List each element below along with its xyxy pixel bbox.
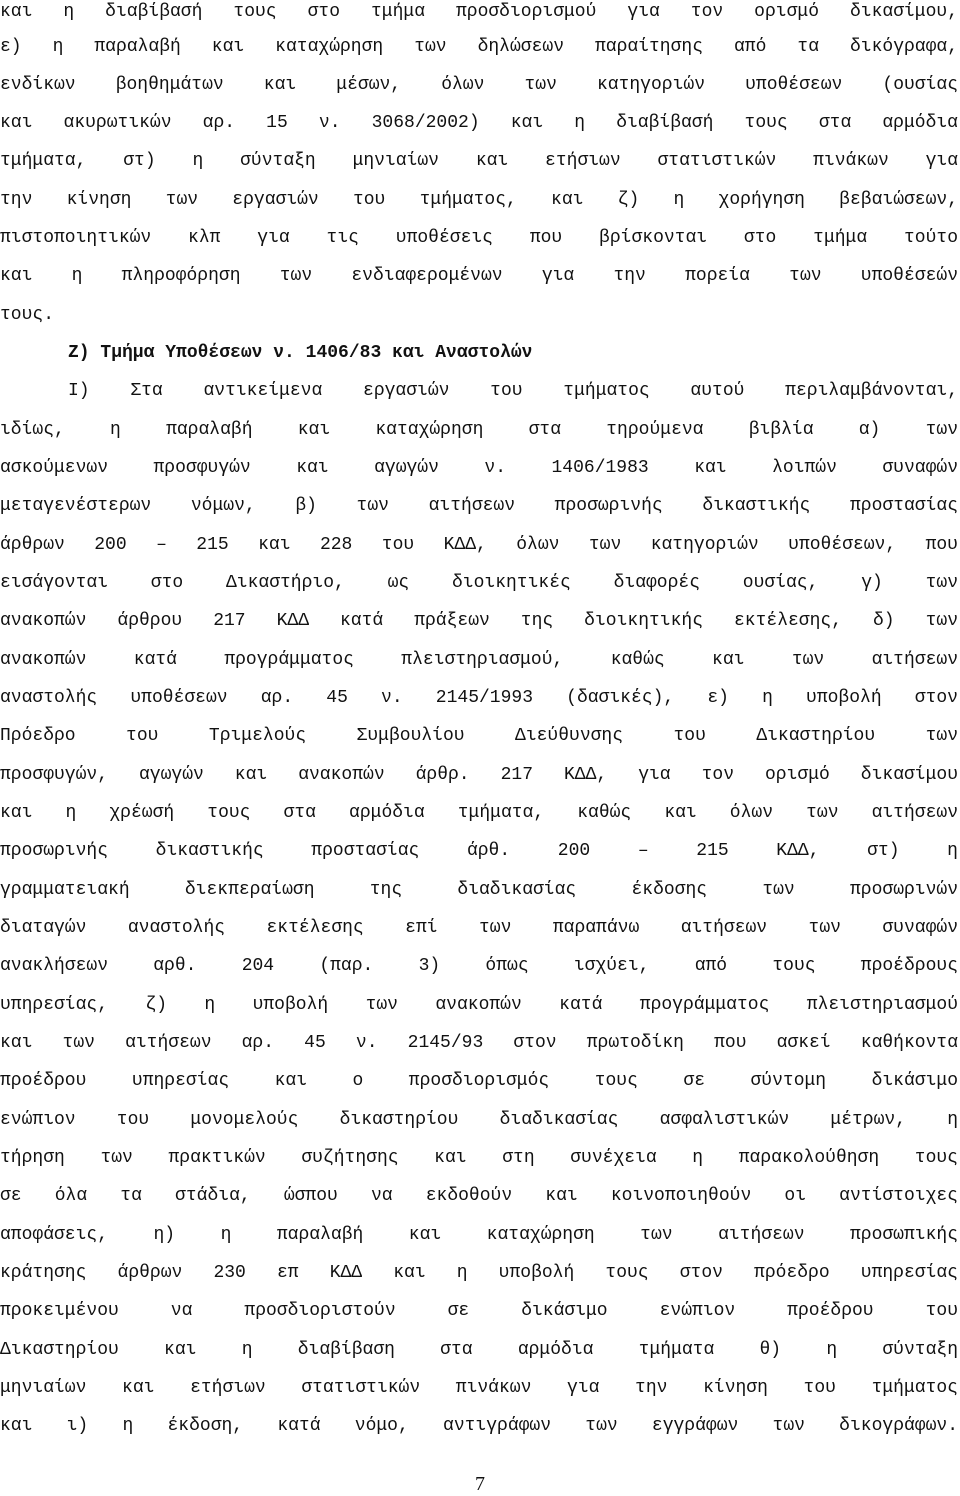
text-line: κράτησης άρθρων 230 επ ΚΔΔ και η υποβολή τους στον πρόεδρο υπηρεσίας (0, 1263, 958, 1283)
text-line: αναστολής υποθέσεων αρ. 45 ν. 2145/1993 (δασικές), ε) η υποβολή στον (0, 688, 958, 708)
text-line: τμήματα, στ) η σύνταξη μηνιαίων και ετήσιων στατιστικών πινάκων για (0, 151, 958, 171)
text-line: την κίνηση των εργασιών του τμήματος, και ζ) η χορήγηση βεβαιώσεων, (0, 190, 958, 210)
text-line: Δικαστηρίου και η διαβίβαση στα αρμόδια τμήματα θ) η σύνταξη (0, 1340, 958, 1360)
text-line: ανακοπών άρθρου 217 ΚΔΔ κατά πράξεων της διοικητικής εκτέλεσης, δ) των (0, 611, 958, 631)
text-line: ε) η παραλαβή και καταχώρηση των δηλώσεων παραίτησης από τα δικόγραφα, (0, 37, 958, 57)
text-line: Πρόεδρο του Τριμελούς Συμβουλίου Διεύθυνσης του Δικαστηρίου των (0, 726, 958, 746)
text-line: διαταγών αναστολής εκτέλεσης επί των παραπάνω αιτήσεων των συναφών (0, 918, 958, 938)
text-line: μεταγενέστερων νόμων, β) των αιτήσεων προσωρινής δικαστικής προστασίας (0, 496, 958, 516)
text-line: ενδίκων βοηθημάτων και μέσων, όλων των κατηγοριών υποθέσεων (ουσίας (0, 75, 958, 95)
text-line: υπηρεσίας, ζ) η υποβολή των ανακοπών κατά προγράμματος πλειστηριασμού (0, 995, 958, 1015)
text-line: και η πληροφόρηση των ενδιαφερομένων για την πορεία των υποθέσεών (0, 266, 958, 286)
text-line: προσωρινής δικαστικής προστασίας άρθ. 200 – 215 ΚΔΔ, στ) η (0, 841, 958, 861)
text-line: προκειμένου να προσδιοριστούν σε δικάσιμο ενώπιον προέδρου του (0, 1301, 958, 1321)
text-line: ανακλήσεων αρθ. 204 (παρ. 3) όπως ισχύει, από τους προέδρους (0, 956, 958, 976)
text-line: αποφάσεις, η) η παραλαβή και καταχώρηση των αιτήσεων προσωπικής (0, 1225, 958, 1245)
text-line: γραμματειακή διεκπεραίωση της διαδικασίας έκδοσης των προσωρινών (0, 880, 958, 900)
text-line: σε όλα τα στάδια, ώσπου να εκδοθούν και κοινοποιηθούν οι αντίστοιχες (0, 1186, 958, 1206)
page-number: 7 (475, 1473, 485, 1495)
text-line: ιδίως, η παραλαβή και καταχώρηση στα τηρούμενα βιβλία α) των (0, 420, 958, 440)
text-line: εισάγονται στο Δικαστήριο, ως διοικητικές διαφορές ουσίας, γ) των (0, 573, 958, 593)
section-heading: Ζ) Τμήμα Υποθέσεων ν. 1406/83 και Αναστολών (68, 343, 533, 363)
text-line: και ακυρωτικών αρ. 15 ν. 3068/2002) και η διαβίβασή τους στα αρμόδια (0, 113, 958, 133)
text-line: ανακοπών κατά προγράμματος πλειστηριασμού, καθώς και των αιτήσεων (0, 650, 958, 670)
text-line: Ι) Στα αντικείμενα εργασιών του τμήματος αυτού περιλαμβάνονται, (68, 381, 958, 401)
text-line: τήρηση των πρακτικών συζήτησης και στη συνέχεια η παρακολούθηση τους (0, 1148, 958, 1168)
text-line: και η χρέωσή τους στα αρμόδια τμήματα, καθώς και όλων των αιτήσεων (0, 803, 958, 823)
text-line: ασκούμενων προσφυγών και αγωγών ν. 1406/1983 και λοιπών συναφών (0, 458, 958, 478)
text-line: και η διαβίβασή τους στο τμήμα προσδιορισμού για τον ορισμό δικασίμου, (0, 2, 958, 22)
text-line: ενώπιον του μονομελούς δικαστηρίου διαδικασίας ασφαλιστικών μέτρων, η (0, 1110, 958, 1130)
text-line: τους. (0, 305, 55, 325)
text-line: άρθρων 200 – 215 και 228 του ΚΔΔ, όλων των κατηγοριών υποθέσεων, που (0, 535, 958, 555)
text-line: μηνιαίων και ετήσιων στατιστικών πινάκων για την κίνηση του τμήματος (0, 1378, 958, 1398)
text-line: προέδρου υπηρεσίας και ο προσδιορισμός τους σε σύντομη δικάσιμο (0, 1071, 958, 1091)
text-line: προσφυγών, αγωγών και ανακοπών άρθρ. 217 ΚΔΔ, για τον ορισμό δικασίμου (0, 765, 958, 785)
text-line: πιστοποιητικών κλπ για τις υποθέσεις που βρίσκονται στο τμήμα τούτο (0, 228, 958, 248)
text-line: και των αιτήσεων αρ. 45 ν. 2145/93 στον πρωτοδίκη που ασκεί καθήκοντα (0, 1033, 958, 1053)
text-line: και ι) η έκδοση, κατά νόμο, αντιγράφων των εγγράφων των δικογράφων. (0, 1416, 958, 1436)
